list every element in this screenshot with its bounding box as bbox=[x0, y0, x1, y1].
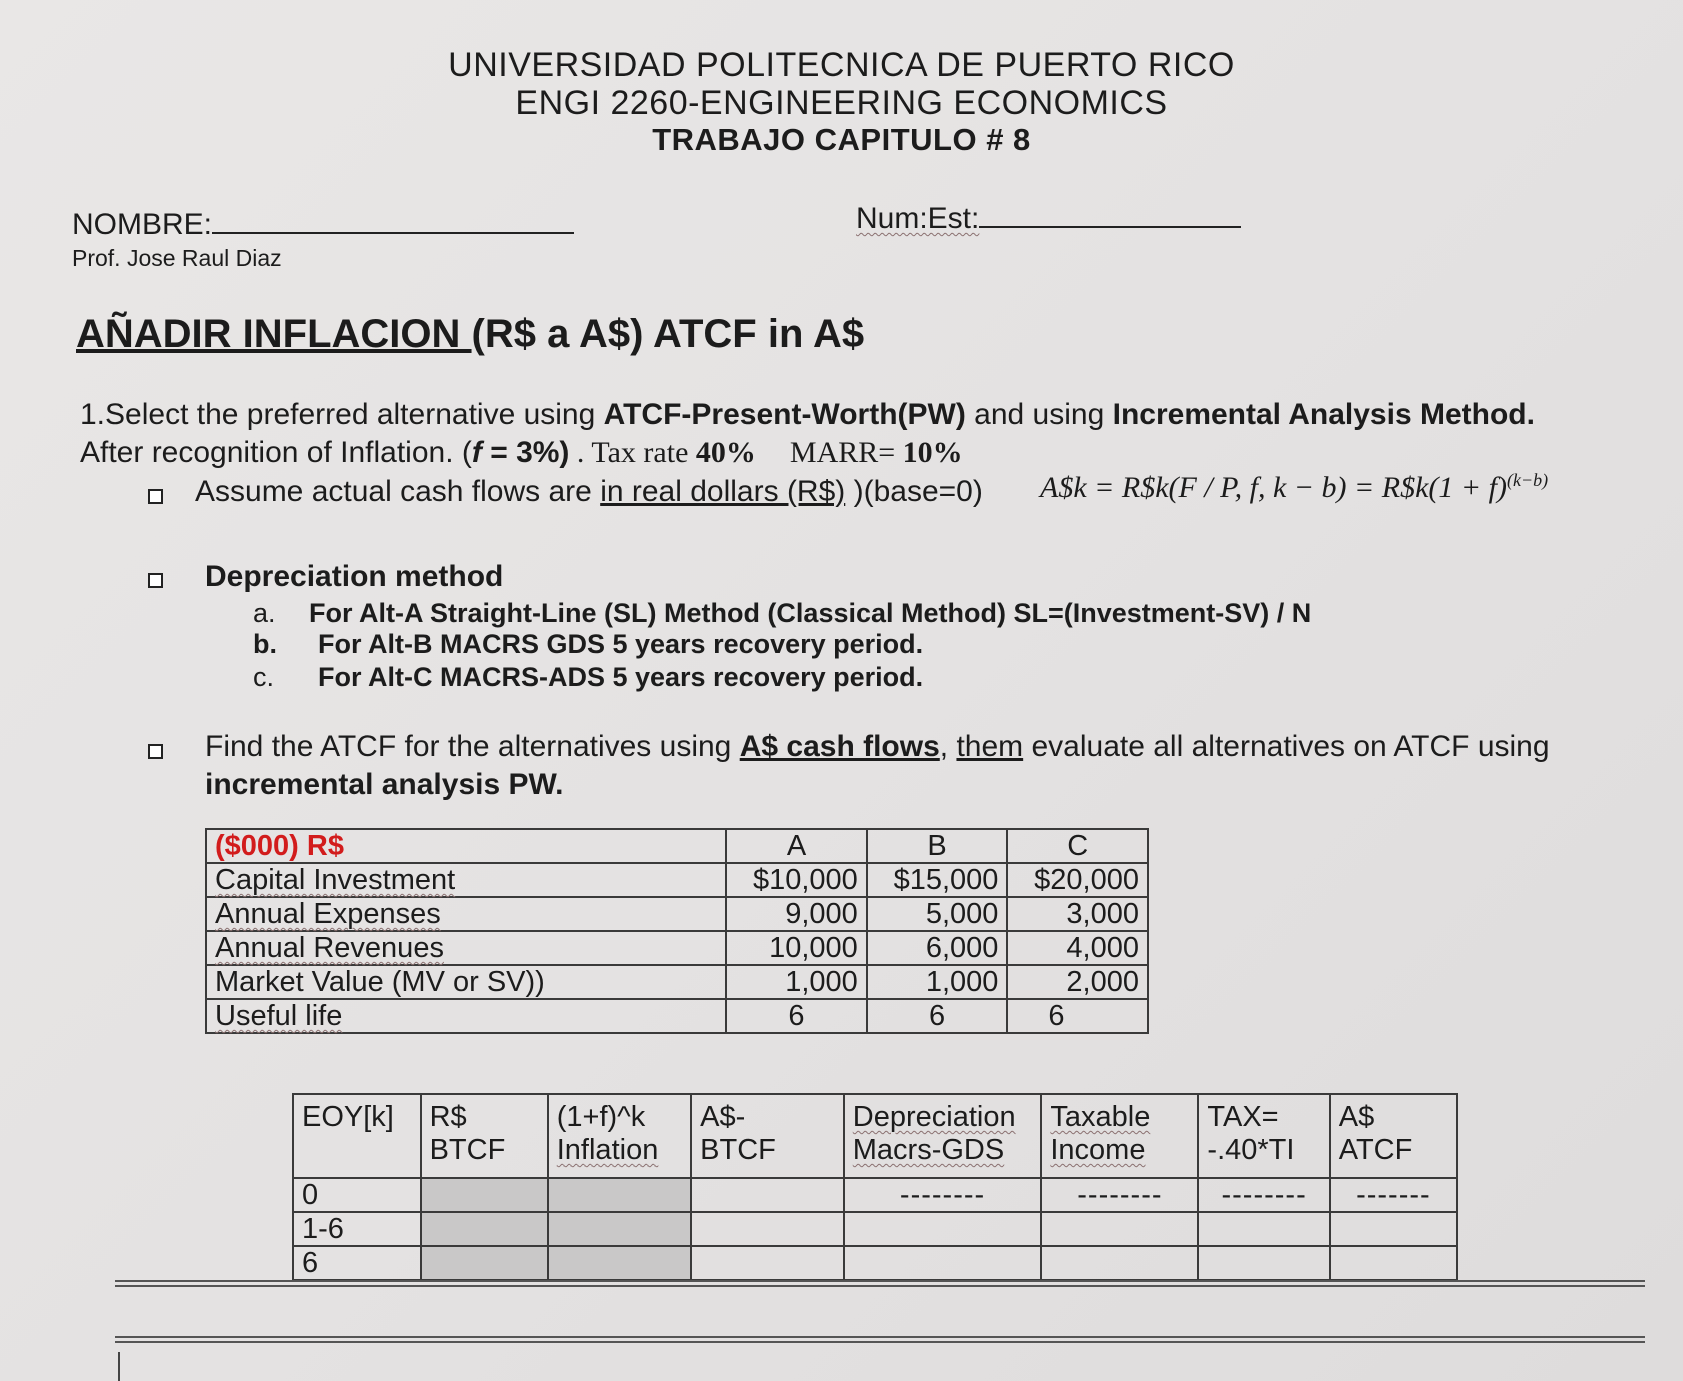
section-title-underlined: AÑADIR INFLACION bbox=[76, 312, 472, 356]
divider bbox=[115, 1336, 1645, 1338]
table-corner-label: ($000) R$ bbox=[206, 829, 726, 863]
table-cell: 6 bbox=[867, 999, 1008, 1033]
table-row bbox=[293, 1246, 1457, 1280]
table-cell[interactable] bbox=[691, 1212, 844, 1246]
table-cell[interactable] bbox=[421, 1246, 548, 1280]
row-label: Capital Investment bbox=[206, 863, 726, 897]
depreciation-item-b: b. For Alt-B MACRS GDS 5 years recovery period. bbox=[253, 629, 924, 659]
header-inflation: (1+f)^k Inflation bbox=[548, 1094, 691, 1178]
find-line-2: incremental analysis PW. bbox=[205, 768, 564, 801]
find-line-1: Find the ATCF for the alternatives using A$ cash flows, them evaluate all alternatives on ATCF using bbox=[205, 730, 1550, 763]
atcf-worksheet-table bbox=[292, 1093, 1458, 1281]
depreciation-item-c: c. For Alt-C MACRS-ADS 5 years recovery period. bbox=[253, 662, 924, 692]
header-rs-btcf: R$ BTCF bbox=[421, 1094, 548, 1178]
table-cell: 6 bbox=[726, 999, 867, 1033]
header-as-btcf: A$- BTCF bbox=[691, 1094, 844, 1178]
table-row bbox=[206, 999, 1148, 1033]
table-cell: 2,000 bbox=[1007, 965, 1148, 999]
course-title: ENGI 2260-ENGINEERING ECONOMICS bbox=[515, 84, 1168, 122]
header-eoy: EOY[k] bbox=[293, 1094, 421, 1178]
table-cell: 6 bbox=[1007, 999, 1148, 1033]
table-cell: -------- bbox=[844, 1178, 1042, 1212]
table-cell[interactable] bbox=[1198, 1246, 1329, 1280]
problem-line-2: After recognition of Inflation. (f = 3%) . Tax rate 40% MARR= 10% bbox=[80, 436, 963, 469]
table-cell: 1,000 bbox=[867, 965, 1008, 999]
table-row bbox=[206, 965, 1148, 999]
alternatives-table bbox=[205, 828, 1149, 1034]
name-label: NOMBRE: bbox=[72, 208, 213, 241]
table-row bbox=[206, 931, 1148, 965]
column-header-c: C bbox=[1007, 829, 1148, 863]
divider bbox=[115, 1341, 1645, 1343]
column-header-b: B bbox=[867, 829, 1008, 863]
professor-name: Prof. Jose Raul Diaz bbox=[72, 245, 282, 271]
header-tax: TAX= -.40*TI bbox=[1198, 1094, 1329, 1178]
table-row bbox=[206, 863, 1148, 897]
table-cell: 3,000 bbox=[1007, 897, 1148, 931]
row-label: Annual Revenues bbox=[206, 931, 726, 965]
table-cell[interactable] bbox=[548, 1178, 691, 1212]
section-title-rest: (R$ a A$) ATCF in A$ bbox=[471, 312, 865, 356]
table-row bbox=[293, 1178, 1457, 1212]
eoy-cell: 1-6 bbox=[293, 1212, 421, 1246]
table-cell[interactable] bbox=[548, 1212, 691, 1246]
table-row bbox=[206, 897, 1148, 931]
divider bbox=[115, 1285, 1645, 1287]
bullet-box-icon bbox=[148, 744, 163, 759]
depreciation-item-a: a. For Alt-A Straight-Line (SL) Method (Classical Method) SL=(Investment-SV) / N bbox=[253, 598, 1312, 628]
table-cell: $15,000 bbox=[867, 863, 1008, 897]
header-taxable-income: Taxable Income bbox=[1041, 1094, 1198, 1178]
table-cell: 6,000 bbox=[867, 931, 1008, 965]
table-header-row bbox=[293, 1094, 1457, 1178]
table-cell[interactable] bbox=[548, 1246, 691, 1280]
table-row bbox=[206, 829, 1148, 863]
student-id-field[interactable] bbox=[856, 202, 1241, 236]
table-cell: 5,000 bbox=[867, 897, 1008, 931]
eoy-cell: 0 bbox=[293, 1178, 421, 1212]
table-row bbox=[293, 1212, 1457, 1246]
section-title bbox=[76, 312, 864, 357]
header-as-atcf: A$ ATCF bbox=[1330, 1094, 1457, 1178]
table-cell: $10,000 bbox=[726, 863, 867, 897]
table-cell: 10,000 bbox=[726, 931, 867, 965]
table-cell: $20,000 bbox=[1007, 863, 1148, 897]
university-title: UNIVERSIDAD POLITECNICA DE PUERTO RICO bbox=[448, 46, 1235, 84]
bullet-box-icon bbox=[148, 489, 163, 504]
bullet-box-icon bbox=[148, 573, 163, 588]
table-cell: 4,000 bbox=[1007, 931, 1148, 965]
table-cell[interactable] bbox=[844, 1246, 1042, 1280]
table-cell[interactable] bbox=[421, 1178, 548, 1212]
name-blank[interactable] bbox=[212, 232, 574, 234]
table-cell[interactable] bbox=[691, 1178, 844, 1212]
table-cell[interactable] bbox=[1041, 1246, 1198, 1280]
table-cell: -------- bbox=[1041, 1178, 1198, 1212]
table-cell[interactable] bbox=[1198, 1212, 1329, 1246]
student-id-blank[interactable] bbox=[979, 226, 1241, 228]
column-header-a: A bbox=[726, 829, 867, 863]
row-label: Useful life bbox=[206, 999, 726, 1033]
bottom-box-edge bbox=[118, 1352, 120, 1381]
row-label: Annual Expenses bbox=[206, 897, 726, 931]
table-cell[interactable] bbox=[421, 1212, 548, 1246]
table-cell[interactable] bbox=[1330, 1246, 1457, 1280]
assume-line: Assume actual cash flows are in real dollars (R$) )(base=0) bbox=[195, 475, 983, 508]
table-cell[interactable] bbox=[844, 1212, 1042, 1246]
table-cell[interactable] bbox=[691, 1246, 844, 1280]
header-depreciation: Depreciation Macrs-GDS bbox=[844, 1094, 1042, 1178]
divider bbox=[115, 1280, 1645, 1282]
assignment-title: TRABAJO CAPITULO # 8 bbox=[652, 122, 1031, 157]
table-cell[interactable] bbox=[1041, 1212, 1198, 1246]
problem-line-1: 1.Select the preferred alternative using ATCF-Present-Worth(PW) and using Incremental Analysis Method. bbox=[80, 398, 1535, 431]
name-field[interactable] bbox=[72, 208, 574, 242]
table-cell: 9,000 bbox=[726, 897, 867, 931]
depreciation-title: Depreciation method bbox=[205, 560, 504, 593]
inflation-formula: A$k = R$k(F / P, f, k − b) = R$k(1 + f)$^{(k-b)}$ bbox=[1040, 470, 1549, 504]
table-cell: -------- bbox=[1198, 1178, 1329, 1212]
table-cell: ------- bbox=[1330, 1178, 1457, 1212]
table-cell[interactable] bbox=[1330, 1212, 1457, 1246]
eoy-cell: 6 bbox=[293, 1246, 421, 1280]
student-id-label: Num:Est: bbox=[856, 202, 980, 235]
table-cell: 1,000 bbox=[726, 965, 867, 999]
row-label: Market Value (MV or SV)) bbox=[206, 965, 726, 999]
